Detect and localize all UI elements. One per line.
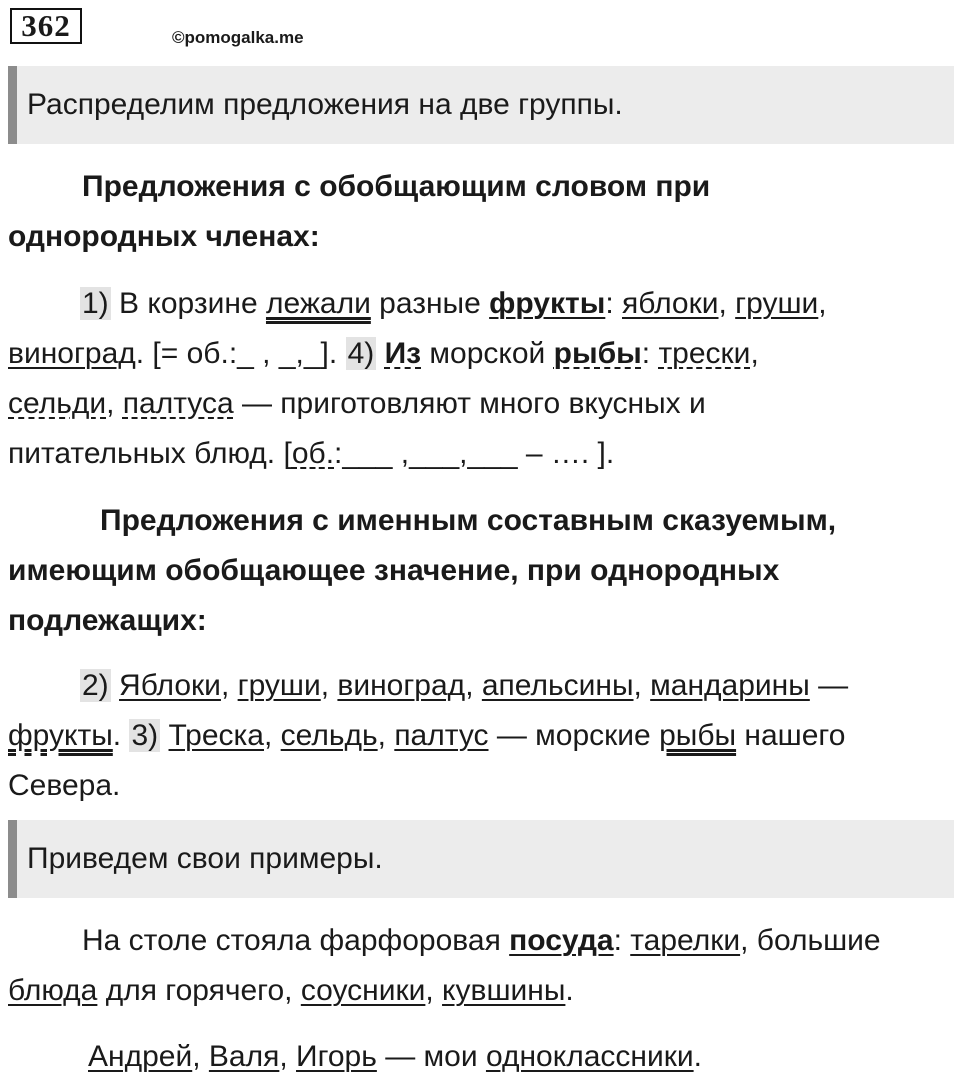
homogeneous-member: кувшины <box>442 974 566 1007</box>
sentence-3-line2 <box>8 762 954 809</box>
comma: , <box>818 287 827 320</box>
banner-examples <box>8 820 954 898</box>
comma: , <box>718 287 736 320</box>
group2-heading-cont <box>8 547 954 594</box>
text: , большие <box>740 924 881 957</box>
example-1-line2 <box>8 967 954 1014</box>
scheme: . [= об.:_ , _,_]. <box>135 337 346 370</box>
text: : <box>613 924 631 957</box>
text: для горячего, <box>97 974 301 1007</box>
homogeneous-member: виноград <box>8 337 136 370</box>
sentence-2-line1: 2) Яблоки, груши, виноград, апельсины, мандарины — <box>82 669 849 702</box>
group1-heading-line1: Предложения с обобщающим словом при <box>82 170 711 203</box>
subject: сельдь <box>280 719 378 752</box>
comma: , <box>425 974 443 1007</box>
scheme: :___ ,___,___ – …. ]. <box>334 437 615 470</box>
subject: Треска <box>168 719 264 752</box>
period: . <box>565 974 574 1007</box>
period: . <box>693 1040 702 1073</box>
subject: мандарины <box>650 669 810 702</box>
sentence-4-line3 <box>8 430 954 477</box>
text: : <box>605 287 622 320</box>
sentence-1-line1 <box>8 280 954 327</box>
sentence-number: 3) <box>131 719 159 752</box>
subject: палтус <box>394 719 489 752</box>
predicate: одноклассники <box>485 1040 694 1073</box>
banner-examples-text: Приведем свои примеры. <box>27 842 383 875</box>
text: На столе стояла фарфоровая <box>82 924 510 957</box>
subject: Яблоки <box>119 669 221 702</box>
homogeneous-member: сельди <box>8 387 107 420</box>
text: — морские <box>488 719 660 752</box>
dash: — <box>809 669 849 702</box>
text: питательных блюд. [ <box>8 437 292 470</box>
scheme-generalizing: об. <box>291 437 335 470</box>
homogeneous-member: палтуса <box>122 387 234 420</box>
generalizing-word: фрукты <box>489 287 606 320</box>
copyright-label: ©pomogalka.me <box>172 28 304 47</box>
text: нашего <box>736 719 846 752</box>
text: В корзине <box>110 287 266 320</box>
subject: Игорь <box>296 1040 377 1073</box>
homogeneous-member: груши <box>735 287 819 320</box>
text: Севера. <box>8 769 121 802</box>
group2-heading-cont2 <box>8 597 954 644</box>
subject: Валя <box>208 1040 280 1073</box>
group2-heading <box>8 497 954 544</box>
subject: апельсины <box>481 669 634 702</box>
sentence-number: 4) <box>347 337 375 370</box>
generalizing-word: посуда <box>509 924 614 957</box>
sentence-number: 2) <box>82 669 109 702</box>
text: морской <box>421 337 554 370</box>
text: — приготовляют много вкусных и <box>233 387 706 420</box>
predicate: фрукты <box>8 719 113 752</box>
subject: Андрей <box>88 1040 193 1073</box>
task-number: 362 <box>10 8 82 44</box>
comma: , <box>750 337 759 370</box>
comma: , <box>106 387 123 420</box>
predicate: лежали <box>265 287 371 320</box>
group2-heading-line1: Предложения с именным составным сказуемым, <box>100 504 837 537</box>
group2-heading-line2: имеющим обобщающее значение, при однородных <box>8 554 780 587</box>
example-1-line1 <box>8 917 954 964</box>
banner-distribute-text: Распределим предложения на две группы. <box>27 88 623 121</box>
sentence-4-line2 <box>8 380 954 427</box>
homogeneous-member: соусники <box>300 974 426 1007</box>
sentence-number: 1) <box>82 287 109 320</box>
homogeneous-member: трески <box>658 337 751 370</box>
group1-heading <box>8 163 888 210</box>
group2-heading-line3: подлежащих: <box>8 604 207 637</box>
text: разные <box>370 287 490 320</box>
sentence-2-line2: фрукты. 3) Треска, сельдь, палтус — морские рыбы нашего <box>8 719 846 752</box>
predicate: рыбы <box>659 719 737 752</box>
generalizing-word: рыбы <box>553 337 642 370</box>
subject: виноград <box>337 669 466 702</box>
subject: груши <box>237 669 321 702</box>
homogeneous-member: яблоки <box>622 287 719 320</box>
text: : <box>641 337 659 370</box>
group1-heading-cont <box>8 213 954 260</box>
text: — мои <box>376 1040 486 1073</box>
homogeneous-member: тарелки <box>630 924 741 957</box>
sentence-1-line2 <box>8 330 954 377</box>
period: . <box>112 719 122 752</box>
group1-heading-line2: однородных членах: <box>8 220 320 253</box>
example-2: Андрей, Валя, Игорь — мои одноклассники. <box>88 1040 702 1073</box>
homogeneous-member: блюда <box>8 974 98 1007</box>
banner-distribute <box>8 66 954 144</box>
preposition: Из <box>384 337 422 370</box>
